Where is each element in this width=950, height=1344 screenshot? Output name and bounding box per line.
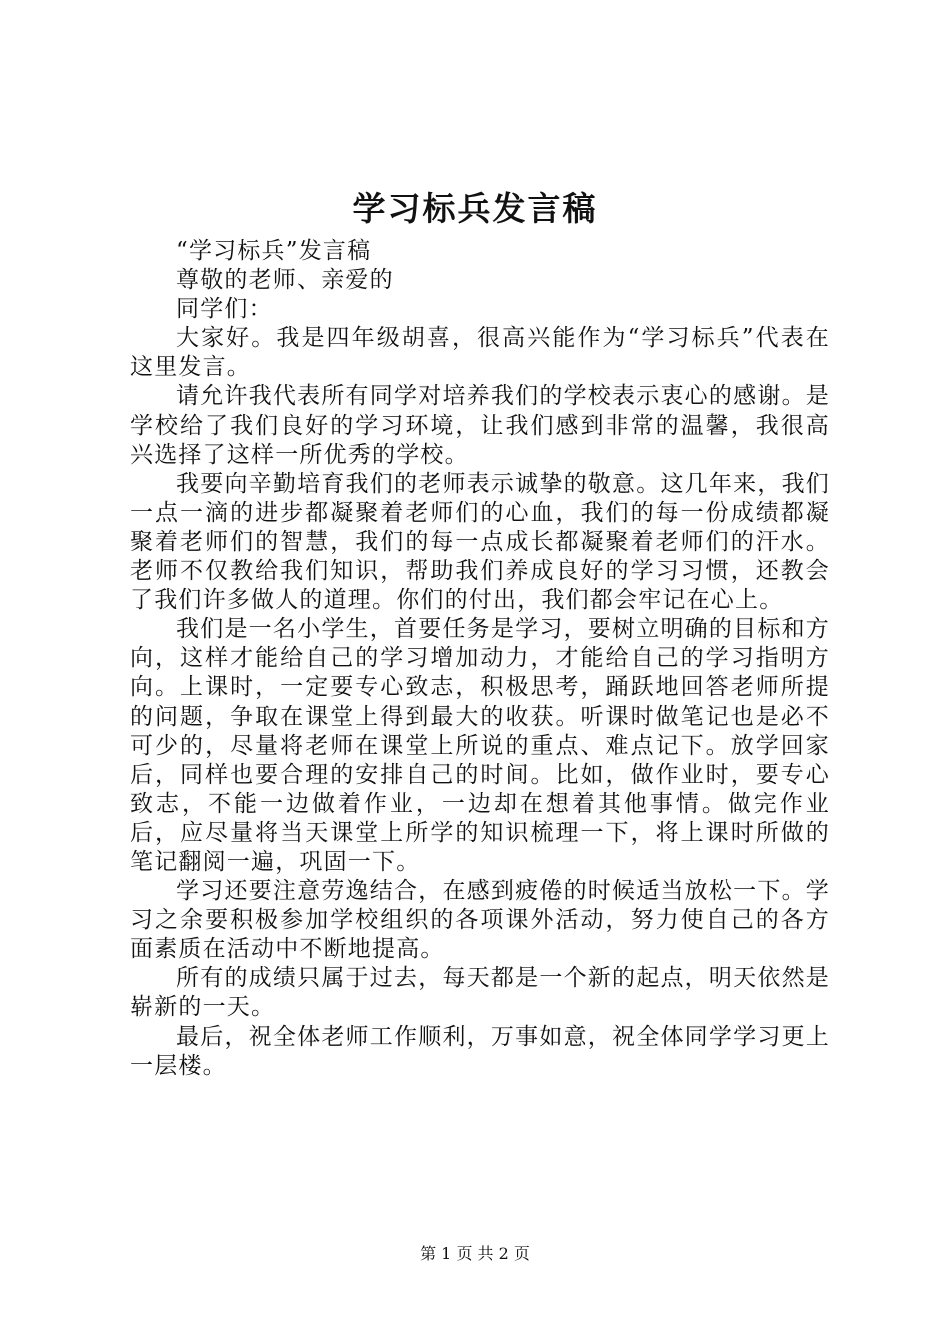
document-body: [130, 237, 830, 1081]
paragraph-balance: 学习还要注意劳逸结合，在感到疲倦的时候适当放松一下。学习之余要积极参加学校组织的各项课外活动，努力使自己的各方面素质在活动中不断地提高。: [130, 878, 830, 963]
paragraph-study-methods: 我们是一名小学生，首要任务是学习，要树立明确的目标和方向，这样才能给自己的学习增加动力，才能给自己的学习指明方向。上课时，一定要专心致志，积极思考，踊跃地回答老师所提的问题，争取在课堂上得到最大的收获。听课时做笔记也是必不可少的，尽量将老师在课堂上所说的重点、难点记下。放学回家后，同样也要合理的安排自己的时间。比如，做作业时，要专心致志，不能一边做着作业，一边却在想着其他事情。做完作业后，应尽量将当天课堂上所学的知识梳理一下，将上课时所做的笔记翻阅一遍，巩固一下。: [130, 616, 830, 875]
paragraph-salutation: 尊敬的老师、亲爱的: [176, 267, 394, 294]
paragraph-closing: 最后，祝全体老师工作顺利，万事如意，祝全体同学学习更上一层楼。: [130, 1023, 830, 1079]
paragraph-salutation-cont: 同学们：: [176, 296, 273, 323]
document-title: 学习标兵发言稿: [352, 189, 598, 228]
page-footer: 第 1 页 共 2 页: [420, 1244, 530, 1263]
paragraph-thanks-teachers: 我要向辛勤培育我们的老师表示诚挚的敬意。这几年来，我们一点一滴的进步都凝聚着老师们的心血，我们的每一份成绩都凝聚着老师们的智慧，我们的每一点成长都凝聚着老师们的汗水。老师不仅教给我们知识，帮助我们养成良好的学习习惯，还教会了我们许多做人的道理。你们的付出，我们都会牢记在心上。: [130, 470, 830, 614]
paragraph-thanks-school: 请允许我代表所有同学对培养我们的学校表示衷心的感谢。是学校给了我们良好的学习环境，让我们感到非常的温馨，我很高兴选择了这样一所优秀的学校。: [130, 383, 830, 468]
paragraph-new-start: 所有的成绩只属于过去，每天都是一个新的起点，明天依然是崭新的一天。: [130, 965, 830, 1021]
paragraph-greeting: 大家好。我是四年级胡喜，很高兴能作为“学习标兵”代表在这里发言。: [130, 325, 830, 381]
paragraph-heading: “学习标兵”发言稿: [176, 238, 372, 264]
